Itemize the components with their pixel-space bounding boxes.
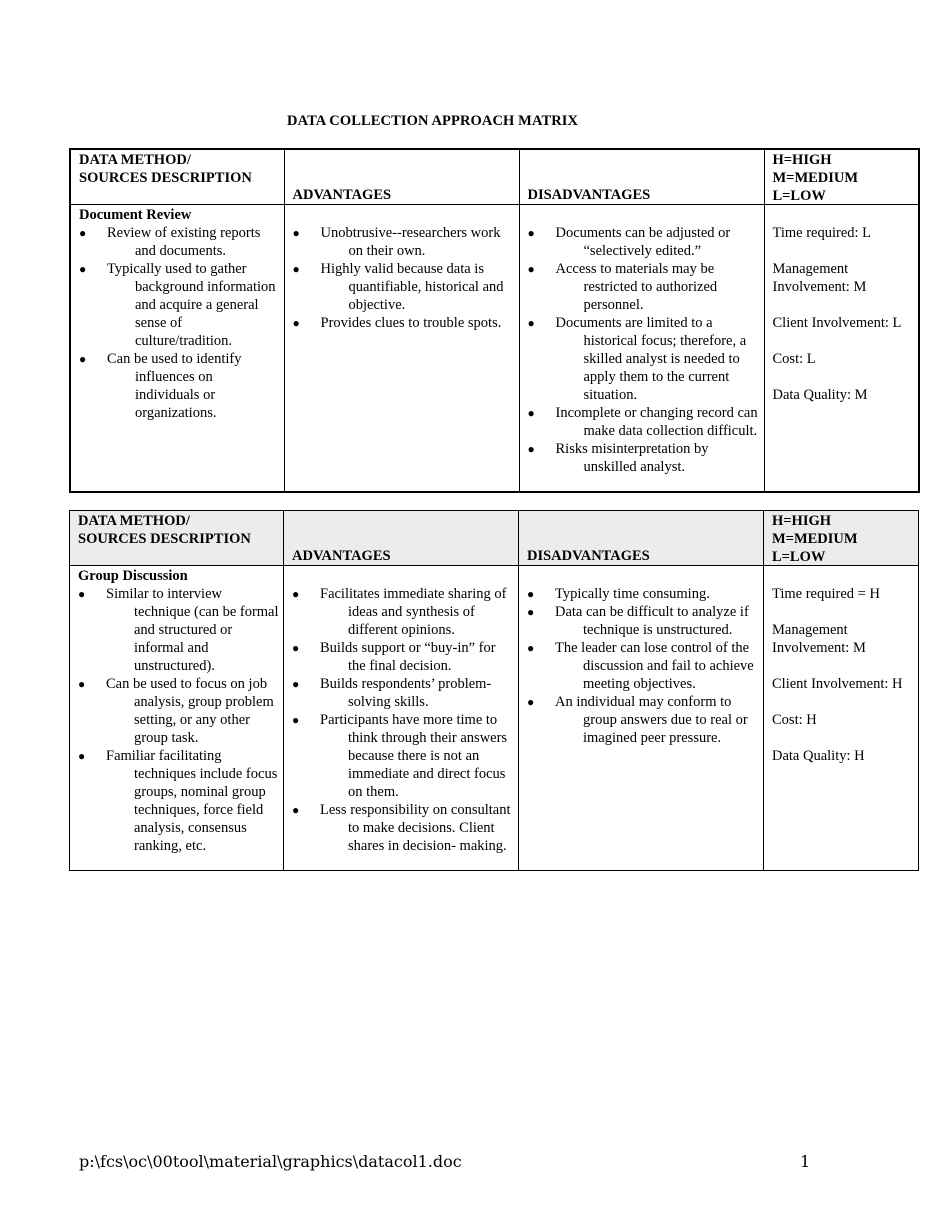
description-cell [70, 205, 284, 493]
list-item: ● Builds respondents’ problem-solving skills. [292, 676, 492, 710]
matrix-table-group-discussion [69, 510, 919, 871]
header-disadvantages-label: DISADVANTAGES [527, 187, 651, 203]
bullet-icon: ● [292, 803, 300, 817]
bullet-icon: ● [527, 587, 535, 601]
list-item: ● Risks misinterpretation by unskilled analyst. [527, 441, 709, 475]
list-item: ● Participants have more time to think through their answers because there is not an immediate and direct focus on them. [292, 712, 508, 800]
bullet-icon: ● [79, 226, 87, 240]
disadvantages-cell [519, 566, 764, 871]
bullet-icon: ● [292, 226, 300, 240]
method-row [70, 205, 919, 493]
bullet-icon: ● [78, 587, 86, 601]
header-method-line2: SOURCES DESCRIPTION [79, 170, 252, 186]
list-item: ● Highly valid because data is quantifiable, historical and objective. [292, 261, 504, 313]
header-advantages [284, 511, 519, 566]
bullet-icon: ● [527, 641, 535, 655]
method-title: Document Review [79, 207, 192, 223]
rating-cost: Cost: L [772, 351, 816, 367]
header-advantages-label: ADVANTAGES [292, 548, 391, 564]
header-advantages-label: ADVANTAGES [292, 187, 392, 203]
rating-quality: Data Quality: H [772, 748, 865, 764]
header-method-line1: DATA METHOD/ [78, 513, 190, 529]
list-item: ● Data can be difficult to analyze if technique is unstructured. [527, 604, 749, 638]
footer-file-path: p:\fcs\oc\00tool\material\graphics\datacol1.doc [79, 1152, 462, 1171]
list-item: ● Access to materials may be restricted to authorized personnel. [527, 261, 718, 313]
disadvantages-cell [519, 205, 764, 493]
list-item: ● Can be used to identify influences on individuals or organizations. [79, 351, 242, 421]
list-item: ● Documents can be adjusted or “selectively edited.” [527, 225, 731, 259]
list-item: ● Typically used to gather background information and acquire a general sense of culture/tradition. [79, 261, 276, 349]
header-disadvantages-label: DISADVANTAGES [527, 548, 650, 564]
bullet-icon: ● [527, 605, 535, 619]
list-item: ● The leader can lose control of the discussion and fail to achieve meeting objectives. [527, 640, 754, 692]
rating-cost: Cost: H [772, 712, 817, 728]
list-item: ● Less responsibility on consultant to make decisions. Client shares in decision- making. [292, 802, 511, 854]
rating-management: Management Involvement: M [772, 622, 866, 656]
bullet-icon: ● [292, 677, 300, 691]
bullet-icon: ● [527, 406, 535, 420]
rating-quality: Data Quality: M [772, 387, 868, 403]
list-item: ● An individual may conform to group answers due to real or imagined peer pressure. [527, 694, 748, 746]
header-method-line1: DATA METHOD/ [79, 152, 191, 168]
bullet-icon: ● [527, 226, 535, 240]
bullet-icon: ● [527, 316, 535, 330]
list-item: ● Facilitates immediate sharing of ideas and synthesis of different opinions. [292, 586, 507, 638]
ratings-cell [764, 205, 919, 493]
matrix-table-document-review [69, 148, 920, 493]
scale-medium: M=MEDIUM [772, 170, 859, 186]
bullet-icon: ● [79, 352, 87, 366]
method-row [70, 566, 919, 871]
advantages-cell [284, 566, 519, 871]
bullet-icon: ● [78, 677, 86, 691]
scale-low: L=LOW [772, 188, 826, 204]
scale-high: H=HIGH [772, 152, 832, 168]
header-scale [764, 149, 919, 205]
bullet-icon: ● [292, 713, 300, 727]
advantages-cell [284, 205, 519, 493]
header-method [70, 511, 284, 566]
header-row [70, 511, 919, 566]
method-title: Group Discussion [78, 568, 188, 584]
description-cell [70, 566, 284, 871]
list-item: ● Provides clues to trouble spots. [292, 315, 502, 331]
header-scale [764, 511, 919, 566]
list-item: ● Similar to interview technique (can be formal and structured or informal and unstructured). [78, 586, 279, 674]
header-method-line2: SOURCES DESCRIPTION [78, 531, 251, 547]
scale-medium: M=MEDIUM [772, 531, 858, 547]
header-method [70, 149, 284, 205]
bullet-icon: ● [527, 695, 535, 709]
rating-management: Management Involvement: M [772, 261, 867, 295]
rating-client: Client Involvement: L [772, 315, 902, 331]
header-disadvantages [519, 149, 764, 205]
ratings-cell [764, 566, 919, 871]
scale-high: H=HIGH [772, 513, 832, 529]
footer-page-number: 1 [800, 1152, 811, 1171]
bullet-icon: ● [292, 262, 300, 276]
list-item: ● Can be used to focus on job analysis, group problem setting, or any other group task. [78, 676, 274, 746]
bullet-icon: ● [292, 587, 300, 601]
rating-client: Client Involvement: H [772, 676, 903, 692]
list-item: ● Unobtrusive--researchers work on their own. [292, 225, 501, 259]
bullet-icon: ● [527, 442, 535, 456]
bullet-icon: ● [292, 641, 300, 655]
list-item: ● Incomplete or changing record can make data collection difficult. [527, 405, 758, 439]
bullet-icon: ● [78, 749, 86, 763]
list-item: ● Builds support or “buy-in” for the final decision. [292, 640, 496, 674]
header-advantages [284, 149, 519, 205]
list-item: ● Typically time consuming. [527, 586, 710, 602]
list-item: ● Documents are limited to a historical focus; therefore, a skilled analyst is needed to apply them to the current situation. [527, 315, 747, 403]
header-row [70, 149, 919, 205]
bullet-icon: ● [527, 262, 535, 276]
rating-time: Time required = H [772, 586, 880, 602]
header-disadvantages [519, 511, 764, 566]
rating-time: Time required: L [772, 225, 872, 241]
bullet-icon: ● [292, 316, 300, 330]
scale-low: L=LOW [772, 549, 826, 565]
document-title: DATA COLLECTION APPROACH MATRIX [287, 113, 579, 129]
list-item: ● Familiar facilitating techniques include focus groups, nominal group techniques, force field analysis, consensus ranking, etc. [78, 748, 278, 854]
bullet-icon: ● [79, 262, 87, 276]
list-item: ● Review of existing reports and documents. [79, 225, 261, 259]
